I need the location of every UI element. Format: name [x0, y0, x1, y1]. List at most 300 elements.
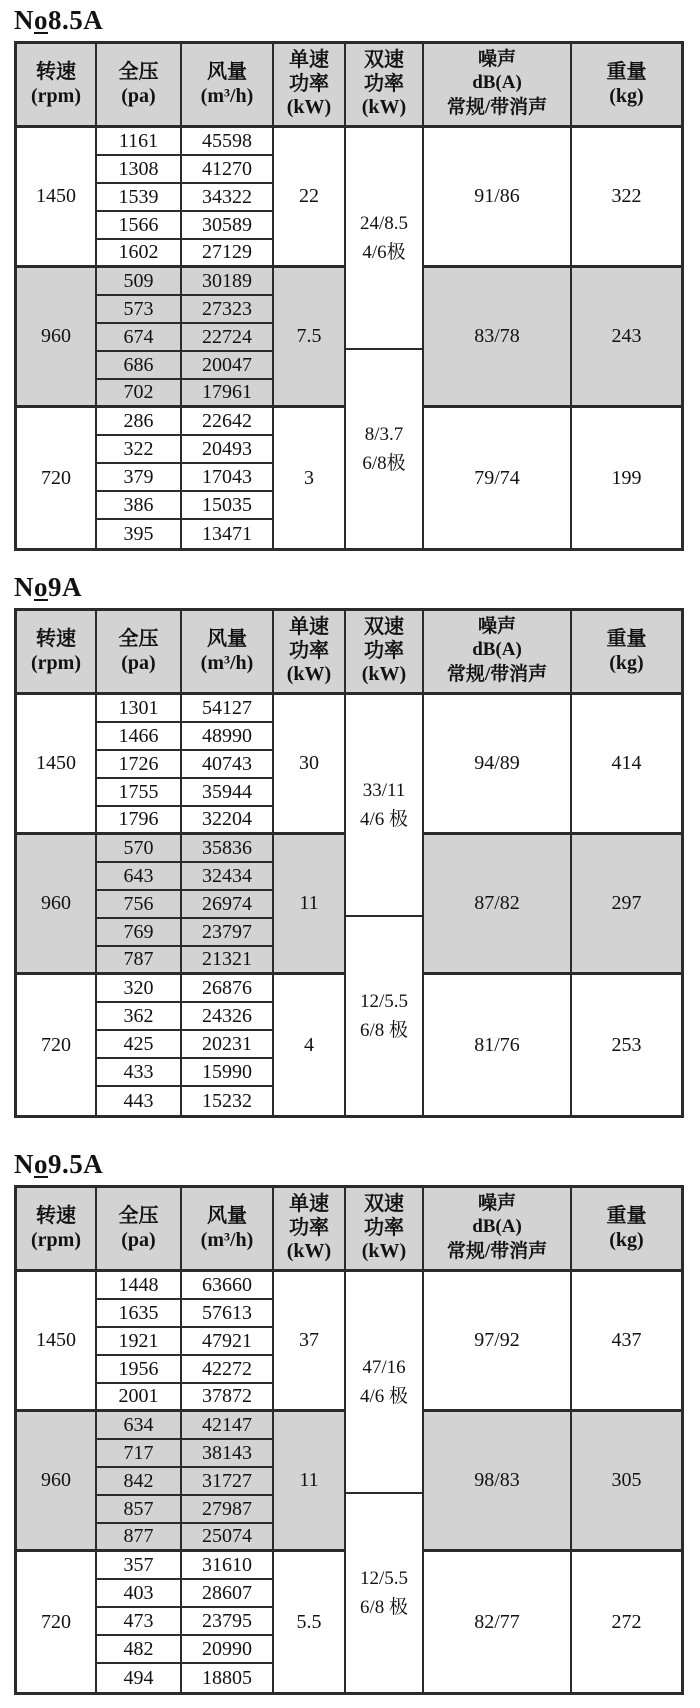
- airflow-cell: [182, 1272, 272, 1300]
- cell-value: 362: [123, 1004, 154, 1027]
- rpm-cell: [17, 1272, 95, 1412]
- header-line: 全压: [118, 60, 159, 83]
- cell-value: 7.5: [296, 325, 322, 347]
- cell-value: 960: [41, 892, 71, 914]
- column-noise: [424, 695, 572, 1115]
- cell-value: 42147: [202, 1413, 252, 1436]
- col-header-pressure: [97, 44, 182, 125]
- table-header-row: [17, 44, 681, 128]
- cell-value: 15035: [202, 493, 252, 516]
- header-line: (rpm): [31, 651, 81, 674]
- dual-power-line: 4/6极: [362, 242, 406, 263]
- dual-power-cell: [346, 128, 422, 350]
- dual-power-line: 6/8 极: [359, 1020, 409, 1041]
- col-header-pressure: [97, 611, 182, 692]
- pressure-cell: [97, 240, 180, 268]
- cell-value: 18805: [202, 1666, 252, 1689]
- cell-value: 414: [611, 752, 642, 774]
- cell-value: 437: [611, 1329, 642, 1351]
- dual-power-cell: [346, 1272, 422, 1494]
- table-body: [17, 1272, 681, 1692]
- airflow-cell: [182, 863, 272, 891]
- cell-value: 1308: [118, 157, 159, 180]
- col-header-noise: [424, 611, 572, 692]
- cell-value: 1466: [118, 724, 159, 747]
- cell-value: 322: [123, 437, 154, 460]
- cell-value: 38143: [202, 1441, 252, 1464]
- dual-power-line: 47/16: [362, 1356, 406, 1378]
- cell-value: 379: [123, 465, 154, 488]
- airflow-cell: [182, 1608, 272, 1636]
- pressure-cell: [97, 352, 180, 380]
- model-title: [14, 1148, 700, 1180]
- cell-value: 570: [123, 836, 154, 859]
- cell-value: 31610: [202, 1553, 252, 1576]
- header-line: 单速: [289, 49, 329, 72]
- cell-value: 842: [123, 1469, 154, 1492]
- cell-value: 21321: [202, 948, 252, 970]
- airflow-cell: [182, 380, 272, 408]
- cell-value: 42272: [202, 1357, 252, 1380]
- pressure-cell: [97, 184, 180, 212]
- column-pressure: [97, 128, 182, 548]
- col-header-single-power: [274, 44, 346, 125]
- header-line: 功率: [289, 639, 329, 662]
- cell-value: 41270: [202, 157, 252, 180]
- cell-value: 30189: [202, 269, 252, 292]
- airflow-cell: [182, 751, 272, 779]
- single-power-cell: [274, 835, 344, 975]
- header-line: 单速: [289, 1193, 329, 1216]
- cell-value: 243: [611, 325, 642, 347]
- cell-value: 20047: [202, 353, 252, 376]
- header-line: 重量: [606, 1204, 647, 1227]
- cell-value: 769: [123, 920, 154, 943]
- cell-value: 1635: [118, 1301, 159, 1324]
- pressure-cell: [97, 1384, 180, 1412]
- cell-value: 25074: [202, 1525, 252, 1547]
- column-rpm: [17, 695, 97, 1115]
- cell-value: 13471: [202, 522, 252, 545]
- cell-value: 395: [123, 522, 154, 545]
- pressure-cell: [97, 1552, 180, 1580]
- airflow-cell: [182, 1031, 272, 1059]
- pressure-cell: [97, 1496, 180, 1524]
- pressure-cell: [97, 919, 180, 947]
- cell-value: 482: [123, 1637, 154, 1660]
- cell-value: 98/83: [474, 1469, 520, 1491]
- dual-power-line: 8/3.7: [364, 423, 404, 445]
- cell-value: 57613: [202, 1301, 252, 1324]
- rpm-cell: [17, 1552, 95, 1692]
- dual-power-line: 6/8极: [362, 453, 406, 474]
- cell-value: 787: [123, 948, 154, 970]
- cell-value: 2001: [118, 1385, 159, 1407]
- pressure-cell: [97, 1003, 180, 1031]
- cell-value: 54127: [202, 696, 252, 719]
- pressure-cell: [97, 464, 180, 492]
- cell-value: 15990: [202, 1060, 252, 1083]
- dual-power-line: 12/5.5: [359, 990, 409, 1012]
- cell-value: 403: [123, 1581, 154, 1604]
- model-title-o: o: [34, 572, 48, 602]
- cell-value: 320: [123, 976, 154, 999]
- header-line: (m³/h): [200, 1228, 254, 1251]
- cell-value: 17043: [202, 465, 252, 488]
- cell-value: 28607: [202, 1581, 252, 1604]
- cell-value: 47921: [202, 1329, 252, 1352]
- column-airflow: [182, 128, 274, 548]
- pressure-cell: [97, 807, 180, 835]
- col-header-dual-power: [346, 44, 424, 125]
- cell-value: 22724: [202, 325, 252, 348]
- cell-value: 1450: [36, 752, 76, 774]
- pressure-cell: [97, 891, 180, 919]
- header-line: (pa): [121, 1228, 156, 1251]
- cell-value: 1448: [118, 1273, 159, 1296]
- header-line: (kW): [361, 663, 407, 686]
- dual-power-cell: [346, 917, 422, 1115]
- cell-value: 1301: [118, 696, 159, 719]
- column-noise: [424, 1272, 572, 1692]
- table-header-row: [17, 1188, 681, 1272]
- cell-value: 45598: [202, 129, 252, 152]
- noise-cell: [424, 128, 570, 268]
- spec-table: [14, 1185, 684, 1695]
- header-line: (m³/h): [200, 84, 254, 107]
- dual-power-cell: [346, 350, 422, 548]
- column-pressure: [97, 695, 182, 1115]
- col-header-single-power: [274, 611, 346, 692]
- table-body: [17, 695, 681, 1115]
- spec-table: [14, 41, 684, 551]
- pressure-cell: [97, 380, 180, 408]
- header-line: 功率: [289, 1216, 329, 1239]
- pressure-cell: [97, 1468, 180, 1496]
- model-title-o: o: [34, 5, 48, 35]
- rpm-cell: [17, 975, 95, 1115]
- cell-value: 27129: [202, 241, 252, 263]
- header-line: 功率: [364, 72, 404, 95]
- cell-value: 357: [123, 1553, 154, 1576]
- column-single-power: [274, 1272, 346, 1692]
- model-title: [14, 571, 700, 603]
- single-power-cell: [274, 1272, 344, 1412]
- header-line: (kg): [609, 84, 644, 107]
- spec-table: [14, 608, 684, 1118]
- cell-value: 26876: [202, 976, 252, 999]
- cell-value: 23795: [202, 1609, 252, 1632]
- cell-value: 1161: [118, 129, 159, 152]
- cell-value: 22: [299, 185, 319, 207]
- cell-value: 253: [611, 1033, 642, 1056]
- noise-cell: [424, 408, 570, 548]
- airflow-cell: [182, 779, 272, 807]
- airflow-cell: [182, 1468, 272, 1496]
- noise-cell: [424, 1412, 570, 1552]
- cell-value: 82/77: [474, 1610, 520, 1633]
- header-line: (kW): [286, 96, 332, 119]
- airflow-cell: [182, 296, 272, 324]
- pressure-cell: [97, 1608, 180, 1636]
- column-dual-power: [346, 128, 424, 548]
- cell-value: 37: [299, 1329, 319, 1351]
- airflow-cell: [182, 1440, 272, 1468]
- column-single-power: [274, 128, 346, 548]
- column-pressure: [97, 1272, 182, 1692]
- header-line: 噪声: [477, 616, 516, 638]
- cell-value: 877: [123, 1525, 154, 1547]
- col-header-single-power: [274, 1188, 346, 1269]
- airflow-cell: [182, 1636, 272, 1664]
- cell-value: 40743: [202, 752, 252, 775]
- header-line: 风量: [207, 60, 247, 83]
- rpm-cell: [17, 128, 95, 268]
- header-line: dB(A): [472, 71, 522, 93]
- pressure-cell: [97, 156, 180, 184]
- header-line: (rpm): [31, 1228, 81, 1251]
- header-line: (kW): [361, 1240, 407, 1263]
- airflow-cell: [182, 1328, 272, 1356]
- single-power-cell: [274, 1412, 344, 1552]
- column-weight: [572, 128, 681, 548]
- cell-value: 3: [304, 466, 314, 489]
- column-dual-power: [346, 695, 424, 1115]
- pressure-cell: [97, 1272, 180, 1300]
- cell-value: 20990: [202, 1637, 252, 1660]
- pressure-cell: [97, 1328, 180, 1356]
- noise-cell: [424, 1552, 570, 1692]
- cell-value: 1566: [118, 213, 159, 236]
- col-header-rpm: [17, 44, 97, 125]
- header-line: (kW): [286, 1240, 332, 1263]
- cell-value: 297: [611, 892, 642, 914]
- cell-value: 433: [123, 1060, 154, 1083]
- cell-value: 1602: [118, 241, 159, 263]
- airflow-cell: [182, 1664, 272, 1692]
- header-line: 常规/带消声: [446, 97, 548, 119]
- header-line: (kg): [609, 651, 644, 674]
- column-weight: [572, 1272, 681, 1692]
- col-header-pressure: [97, 1188, 182, 1269]
- column-dual-power: [346, 1272, 424, 1692]
- cell-value: 30589: [202, 213, 252, 236]
- model-title: [14, 4, 700, 36]
- pressure-cell: [97, 835, 180, 863]
- cell-value: 494: [123, 1666, 154, 1689]
- pressure-cell: [97, 1059, 180, 1087]
- cell-value: 1921: [118, 1329, 159, 1352]
- single-power-cell: [274, 695, 344, 835]
- cell-value: 305: [611, 1469, 642, 1491]
- cell-value: 97/92: [474, 1329, 520, 1351]
- pressure-cell: [97, 1580, 180, 1608]
- pressure-cell: [97, 408, 180, 436]
- airflow-cell: [182, 1087, 272, 1115]
- airflow-cell: [182, 212, 272, 240]
- col-header-airflow: [182, 44, 274, 125]
- col-header-dual-power: [346, 611, 424, 692]
- table-body: [17, 128, 681, 548]
- cell-value: 31727: [202, 1469, 252, 1492]
- col-header-dual-power: [346, 1188, 424, 1269]
- pressure-cell: [97, 324, 180, 352]
- header-line: 重量: [606, 60, 647, 83]
- airflow-cell: [182, 240, 272, 268]
- header-line: (pa): [121, 651, 156, 674]
- noise-cell: [424, 835, 570, 975]
- airflow-cell: [182, 1496, 272, 1524]
- cell-value: 87/82: [474, 892, 520, 914]
- header-line: 常规/带消声: [446, 664, 548, 686]
- header-line: dB(A): [472, 1215, 522, 1237]
- header-line: 双速: [364, 616, 404, 639]
- single-power-cell: [274, 1552, 344, 1692]
- single-power-cell: [274, 975, 344, 1115]
- pressure-cell: [97, 1412, 180, 1440]
- cell-value: 94/89: [474, 752, 520, 774]
- dual-power-line: 4/6 极: [359, 1386, 409, 1407]
- header-line: 常规/带消声: [446, 1241, 548, 1263]
- airflow-cell: [182, 919, 272, 947]
- dual-power-cell: [346, 695, 422, 917]
- cell-value: 473: [123, 1609, 154, 1632]
- header-line: 双速: [364, 1193, 404, 1216]
- header-line: 风量: [207, 627, 247, 650]
- cell-value: 27323: [202, 297, 252, 320]
- cell-value: 634: [123, 1413, 154, 1436]
- airflow-cell: [182, 268, 272, 296]
- cell-value: 199: [611, 466, 642, 489]
- pressure-cell: [97, 1636, 180, 1664]
- cell-value: 720: [41, 466, 71, 489]
- cell-value: 17961: [202, 381, 252, 403]
- col-header-weight: [572, 611, 681, 692]
- cell-value: 1450: [36, 1329, 76, 1351]
- weight-cell: [572, 1272, 681, 1412]
- col-header-noise: [424, 1188, 572, 1269]
- airflow-cell: [182, 352, 272, 380]
- cell-value: 1726: [118, 752, 159, 775]
- header-line: 重量: [606, 627, 647, 650]
- pressure-cell: [97, 1356, 180, 1384]
- weight-cell: [572, 695, 681, 835]
- cell-value: 20493: [202, 437, 252, 460]
- cell-value: 15232: [202, 1089, 252, 1112]
- cell-value: 960: [41, 325, 71, 347]
- cell-value: 857: [123, 1497, 154, 1520]
- cell-value: 32434: [202, 864, 252, 887]
- pressure-cell: [97, 296, 180, 324]
- airflow-cell: [182, 1552, 272, 1580]
- airflow-cell: [182, 1356, 272, 1384]
- column-airflow: [182, 695, 274, 1115]
- pressure-cell: [97, 723, 180, 751]
- cell-value: 24326: [202, 1004, 252, 1027]
- rpm-cell: [17, 268, 95, 408]
- fan-spec-section: [14, 571, 700, 1118]
- cell-value: 11: [299, 1469, 319, 1491]
- single-power-cell: [274, 408, 344, 548]
- dual-power-line: 4/6 极: [359, 809, 409, 830]
- pressure-cell: [97, 863, 180, 891]
- airflow-cell: [182, 1524, 272, 1552]
- single-power-cell: [274, 268, 344, 408]
- pressure-cell: [97, 1031, 180, 1059]
- header-line: (kg): [609, 1228, 644, 1251]
- cell-value: 443: [123, 1089, 154, 1112]
- airflow-cell: [182, 492, 272, 520]
- header-line: 双速: [364, 49, 404, 72]
- airflow-cell: [182, 520, 272, 548]
- cell-value: 272: [611, 1610, 642, 1633]
- header-line: (kW): [286, 663, 332, 686]
- cell-value: 79/74: [474, 466, 520, 489]
- airflow-cell: [182, 1300, 272, 1328]
- model-title-size: 9A: [48, 572, 82, 602]
- cell-value: 5.5: [296, 1610, 322, 1633]
- pressure-cell: [97, 1300, 180, 1328]
- pressure-cell: [97, 1524, 180, 1552]
- single-power-cell: [274, 128, 344, 268]
- airflow-cell: [182, 807, 272, 835]
- airflow-cell: [182, 1412, 272, 1440]
- cell-value: 1956: [118, 1357, 159, 1380]
- cell-value: 20231: [202, 1032, 252, 1055]
- cell-value: 1755: [118, 780, 159, 803]
- cell-value: 425: [123, 1032, 154, 1055]
- cell-value: 509: [123, 269, 154, 292]
- dual-power-line: 6/8 极: [359, 1597, 409, 1618]
- airflow-cell: [182, 835, 272, 863]
- fan-spec-section: [14, 4, 700, 551]
- cell-value: 717: [123, 1441, 154, 1464]
- airflow-cell: [182, 947, 272, 975]
- cell-value: 63660: [202, 1273, 252, 1296]
- airflow-cell: [182, 1003, 272, 1031]
- dual-power-line: 33/11: [362, 779, 406, 801]
- header-line: 转速: [36, 627, 76, 650]
- cell-value: 22642: [202, 409, 252, 432]
- noise-cell: [424, 268, 570, 408]
- model-title-size: 8.5A: [48, 5, 104, 35]
- header-line: 噪声: [477, 49, 516, 71]
- cell-value: 322: [611, 185, 642, 207]
- cell-value: 960: [41, 1469, 71, 1491]
- pressure-cell: [97, 947, 180, 975]
- rpm-cell: [17, 1412, 95, 1552]
- cell-value: 4: [304, 1033, 314, 1056]
- col-header-weight: [572, 44, 681, 125]
- pressure-cell: [97, 1440, 180, 1468]
- dual-power-line: 12/5.5: [359, 1567, 409, 1589]
- weight-cell: [572, 408, 681, 548]
- cell-value: 720: [41, 1033, 71, 1056]
- header-line: (rpm): [31, 84, 81, 107]
- cell-value: 34322: [202, 185, 252, 208]
- airflow-cell: [182, 436, 272, 464]
- col-header-noise: [424, 44, 572, 125]
- pressure-cell: [97, 492, 180, 520]
- airflow-cell: [182, 408, 272, 436]
- header-line: (pa): [121, 84, 156, 107]
- header-line: dB(A): [472, 638, 522, 660]
- airflow-cell: [182, 891, 272, 919]
- pressure-cell: [97, 1664, 180, 1692]
- pressure-cell: [97, 695, 180, 723]
- cell-value: 756: [123, 892, 154, 915]
- pressure-cell: [97, 751, 180, 779]
